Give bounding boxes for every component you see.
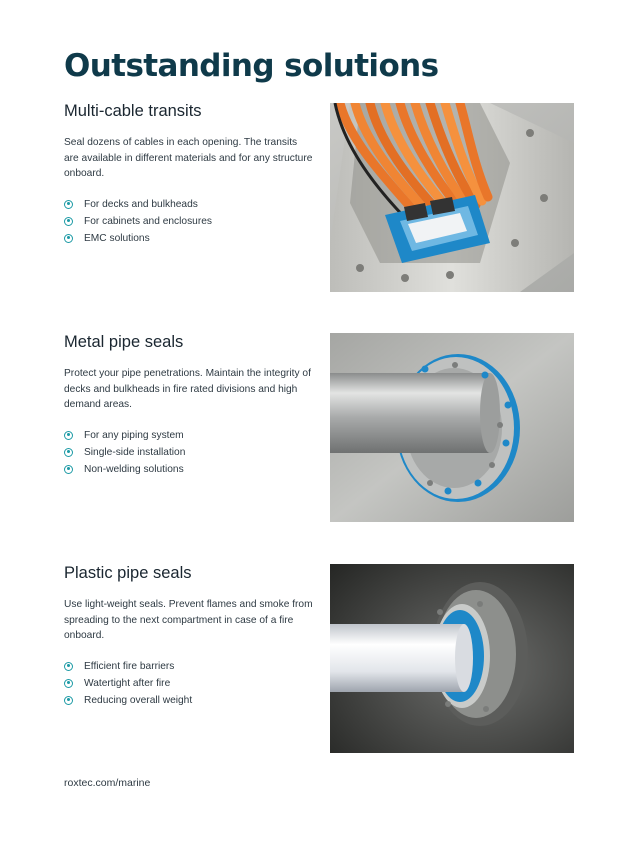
feature-list	[64, 427, 314, 478]
list-item: For any piping system	[64, 427, 314, 444]
multi-cable-transit-photo	[330, 103, 574, 292]
bullet-icon	[64, 217, 73, 226]
section-description: Protect your pipe penetrations. Maintain the integrity of decks and bulkheads in fire rated divisions and high demand areas.	[64, 368, 311, 410]
feature-list	[64, 196, 314, 247]
list-item: Single-side installation	[64, 444, 314, 461]
bullet-icon	[64, 679, 73, 688]
bullet-icon	[64, 431, 73, 440]
section-description: Seal dozens of cables in each opening. The transits are available in different materials and for any structure onboard.	[64, 137, 313, 179]
bullet-icon	[64, 465, 73, 474]
metal-pipe-seal-photo	[330, 333, 574, 522]
list-item: Efficient fire barriers	[64, 658, 314, 675]
section-heading: Multi-cable transits	[64, 102, 202, 120]
bullet-icon	[64, 662, 73, 671]
list-item: EMC solutions	[64, 230, 314, 247]
bullet-icon	[64, 200, 73, 209]
page-title: Outstanding solutions	[64, 48, 439, 84]
section-multi-cable-transits	[64, 102, 314, 247]
section-heading: Plastic pipe seals	[64, 564, 192, 582]
bullet-icon	[64, 448, 73, 457]
list-item: Reducing overall weight	[64, 692, 314, 709]
bullet-icon	[64, 696, 73, 705]
section-description: Use light-weight seals. Prevent flames and smoke from spreading to the next compartment in case of a fire onboard.	[64, 599, 313, 641]
section-plastic-pipe-seals	[64, 564, 314, 709]
section-heading: Metal pipe seals	[64, 333, 184, 351]
plastic-pipe-seal-photo	[330, 564, 574, 753]
footer-website: roxtec.com/marine	[64, 777, 151, 789]
list-item: For cabinets and enclosures	[64, 213, 314, 230]
bullet-icon	[64, 234, 73, 243]
section-metal-pipe-seals	[64, 333, 314, 478]
list-item: Non-welding solutions	[64, 461, 314, 478]
feature-list	[64, 658, 314, 709]
list-item: For decks and bulkheads	[64, 196, 314, 213]
list-item: Watertight after fire	[64, 675, 314, 692]
